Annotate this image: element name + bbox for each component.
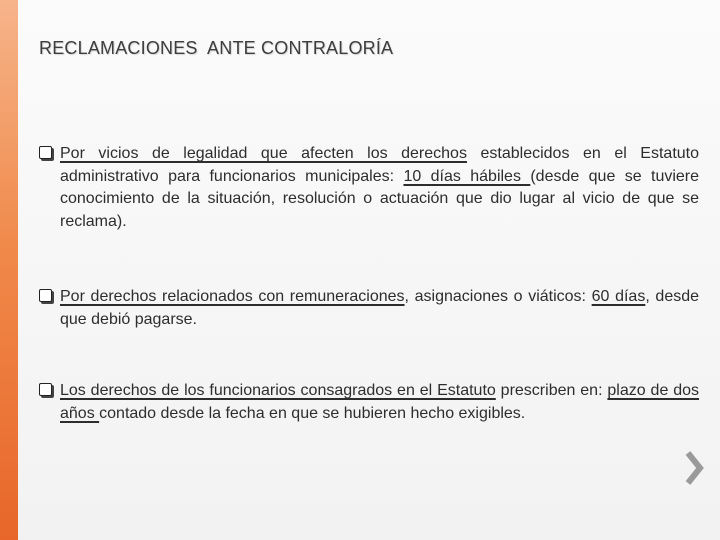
accent-bar bbox=[0, 0, 18, 540]
bullet-text-3 bbox=[60, 380, 699, 425]
underlined-phrase: plazo de dos años bbox=[60, 382, 700, 422]
underlined-phrase: Por vicios de legalidad que afecten los derechos bbox=[60, 145, 467, 162]
underlined-phrase: 10 días hábiles bbox=[403, 167, 531, 185]
bullet-item-3 bbox=[39, 380, 699, 425]
text-span: establecidos en el Estatuto administrativo para funcionarios municipales: bbox=[60, 145, 700, 185]
slide-content bbox=[18, 0, 720, 540]
bullet-text-1 bbox=[60, 143, 699, 233]
text-span: (desde que se tuviere conocimiento de la situación, resolución o actuación que dio lugar al vicio de que se reclama). bbox=[60, 167, 700, 230]
text-span: , desde que debió pagarse. bbox=[60, 288, 700, 328]
underlined-phrase: 60 días bbox=[591, 288, 646, 305]
checkbox-bullet-icon bbox=[39, 146, 52, 159]
text-span: , asignaciones o viáticos: bbox=[404, 288, 592, 305]
bullet-item-1 bbox=[39, 143, 699, 233]
underlined-phrase: Por derechos relacionados con remuneraciones bbox=[60, 288, 405, 305]
bullet-item-2 bbox=[39, 286, 699, 331]
text-span: prescriben en: bbox=[495, 382, 608, 399]
checkbox-bullet-icon bbox=[39, 383, 52, 396]
checkbox-bullet-icon bbox=[39, 289, 52, 302]
text-span: contado desde la fecha en que se hubieren hecho exigibles. bbox=[99, 404, 526, 422]
bullet-text-2 bbox=[60, 286, 699, 331]
chevron-right-icon[interactable] bbox=[683, 450, 705, 486]
underlined-phrase: Los derechos de los funcionarios consagrados en el Estatuto bbox=[60, 382, 496, 399]
slide-title: RECLAMACIONES ANTE CONTRALORÍA bbox=[39, 38, 394, 58]
